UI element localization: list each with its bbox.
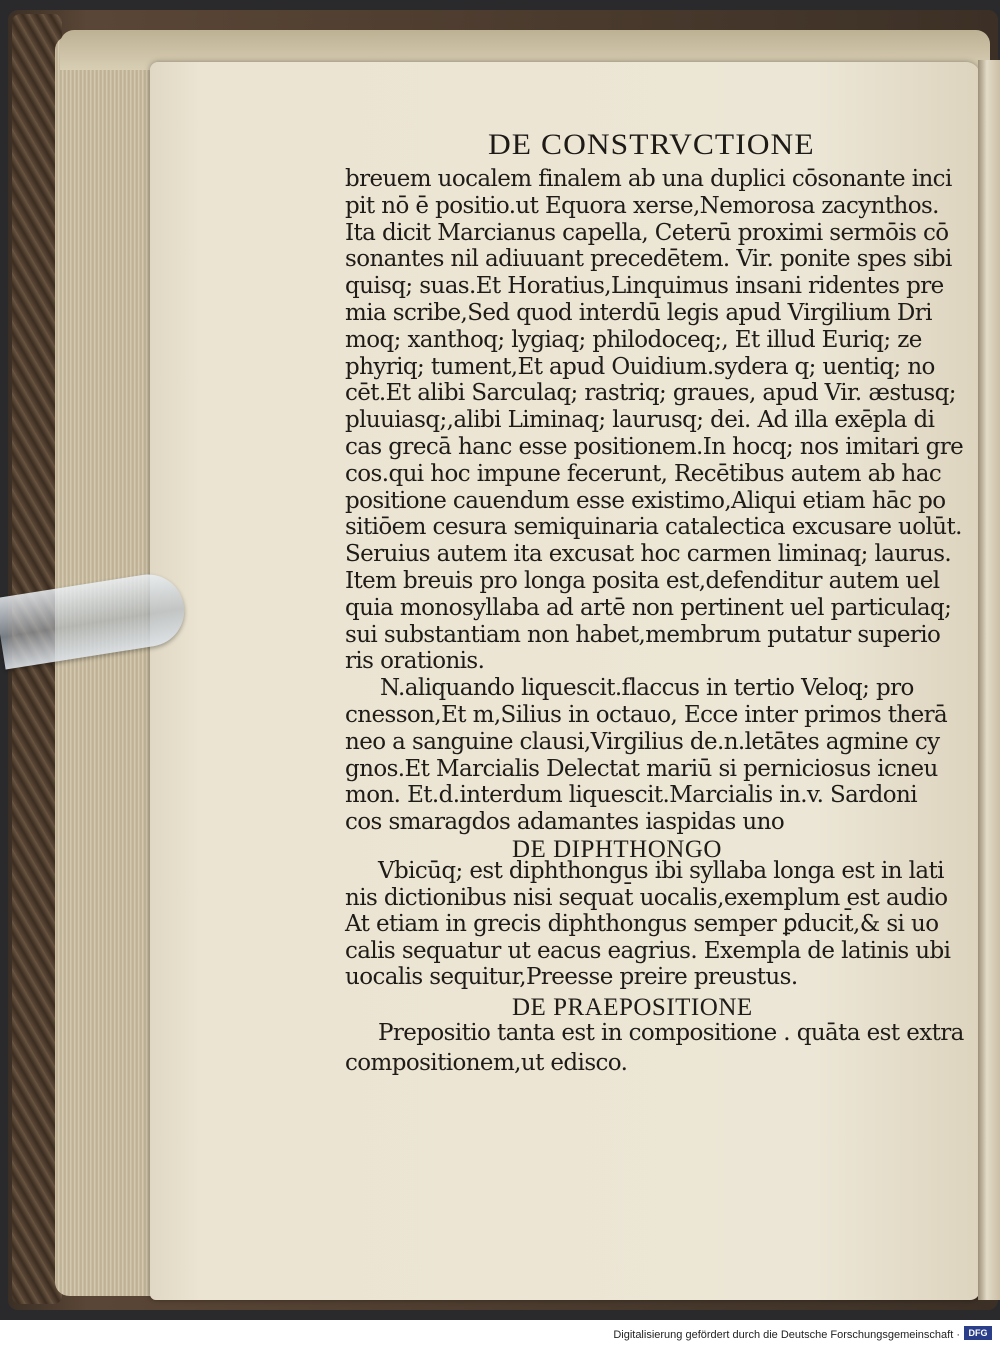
dfg-logo: DFG — [964, 1326, 992, 1340]
text-line: cos smaragdos adamantes iaspidas uno — [345, 809, 785, 836]
text-line: calis sequatur ut eacus eagrius. Exempla de latinis ubi — [345, 937, 951, 964]
text-line: N.aliquando liquescit.flaccus in tertio Veloq; pro — [380, 675, 914, 702]
text-line: Prepositio tanta est in compositione . quāta est extra — [378, 1020, 964, 1046]
text-line: cas grecā hanc esse positionem.In hocq; nos imitari gre — [345, 434, 964, 460]
text-line: uocalis sequitur,Preesse preire preustus. — [345, 964, 798, 990]
text-line: Seruius autem ita excusat hoc carmen liminaq; laurus. — [345, 541, 952, 568]
text-line: compositionem,ut edisco. — [345, 1050, 628, 1076]
text-line: nis dictionibus nisi sequat̄ uocalis,exemplum est audio — [345, 884, 948, 911]
text-line: phyriq; tument,Et apud Ouidium.sydera q; uentiq; no — [345, 353, 935, 380]
text-line: cēt.Et alibi Sarculaq; rastriq; graues, apud Vir. æstusq; — [345, 380, 956, 407]
text-line: At etiam in grecis diphthongus semper ꝑducit̄,& si uo — [345, 911, 939, 937]
text-line: Item breuis pro longa posita est,defenditur autem uel — [345, 568, 940, 594]
text-line: quisq; suas.Et Horatius,Linquimus insani ridentes pre — [345, 273, 944, 300]
page-gutter — [978, 60, 1000, 1300]
text-line: breuem uocalem finalem ab una duplici cōsonante inci — [345, 166, 952, 192]
text-line: pluuiasq;,alibi Liminaq; laurusq; dei. Ad illa exēpla di — [345, 407, 935, 434]
section-heading-praepositione: DE PRAEPOSITIONE — [512, 994, 753, 1021]
section-heading-diphthongo: DE DIPHTHONGO — [512, 836, 722, 863]
text-line: sonantes nil adiuuant precedētem. Vir. ponite spes sibi — [345, 246, 952, 273]
text-line: moq; xanthoq; lygiaq; philodoceq;, Et illud Euriq; ze — [345, 326, 922, 353]
page-heading: DE CONSTRVCTIONE — [488, 128, 815, 161]
text-line: Ita dicit Marcianus capella, Ceterū proximi sermōis cō — [345, 219, 949, 246]
text-line: pit nō ē positio.ut Equora xerse,Nemorosa zacynthos. — [345, 192, 939, 219]
page-edges — [55, 36, 165, 1296]
text-line: positione cauendum esse existimo,Aliqui etiam hāc po — [345, 487, 946, 514]
text-line: quia monosyllaba ad artē non pertinent uel particulaq; — [345, 594, 952, 621]
text-line: cos.qui hoc impune fecerunt, Recētibus autem ab hac — [345, 460, 942, 487]
footer-credit: Digitalisierung gefördert durch die Deutsche Forschungsgemeinschaft · — [613, 1329, 960, 1341]
text-line: cnesson,Et m,Silius in octauo, Ecce inter primos therā — [345, 702, 948, 728]
text-line: ris orationis. — [345, 648, 485, 675]
text-line: sui substantiam non habet,membrum putatur superio — [345, 621, 941, 648]
text-line: Vbicūq; est diphthongus ibi syllaba longa est in lati — [378, 858, 944, 884]
text-line: mon. Et.d.interdum liquescit.Marcialis in.v. Sardoni — [345, 782, 918, 809]
text-line: sitiōem cesura semiquinaria catalectica excusare uolūt. — [345, 514, 962, 541]
text-line: gnos.Et Marcialis Delectat mariū si perniciosus icneu — [345, 755, 938, 782]
text-line: neo a sanguine clausi,Virgilius de.n.letātes agmine cy — [345, 728, 940, 755]
text-line: mia scribe,Sed quod interdū legis apud Virgilium Dri — [345, 300, 932, 326]
